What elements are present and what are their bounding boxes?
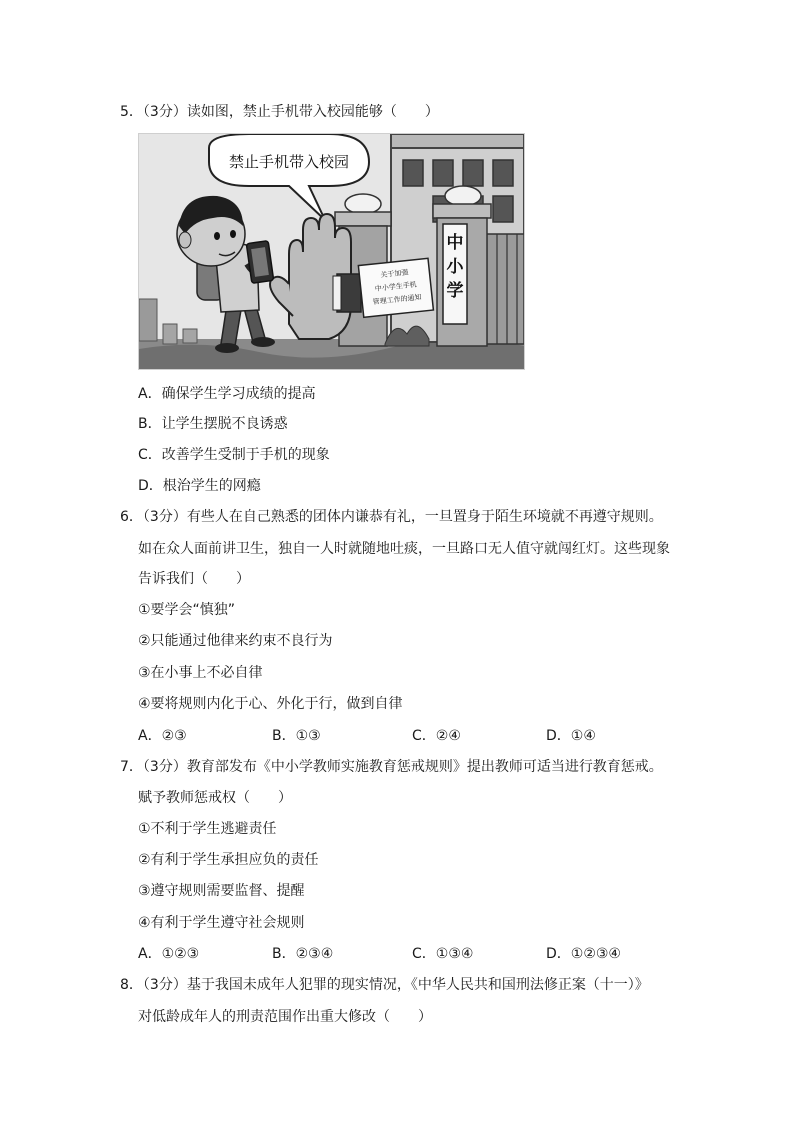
school-sign-char-3: 学 <box>446 281 464 301</box>
q7-choice-b[interactable]: B．②③④ <box>272 946 334 962</box>
q6-statement-4: ④要将规则内化于心、外化于行，做到自律 <box>138 696 403 712</box>
q6-statement-3: ③在小事上不必自律 <box>138 665 263 681</box>
q6-choice-d[interactable]: D．①④ <box>546 728 596 744</box>
q7-statement-3: ③遵守规则需要监督、提醒 <box>138 883 305 899</box>
q5-option-d[interactable]: D．根治学生的网瘾 <box>138 478 261 494</box>
q7-statement-4: ④有利于学生遵守社会规则 <box>138 915 305 931</box>
q6-statement-1: ①要学会“慎独” <box>138 602 236 618</box>
q7-choice-d[interactable]: D．①②③④ <box>546 946 621 962</box>
q6-choice-c[interactable]: C．②④ <box>412 728 461 744</box>
q7-stem-line-1: 7．（3分）教育部发布《中小学教师实施教育惩戒规则》提出教师可适当进行教育惩戒。 <box>120 759 663 775</box>
q6-stem-line-2: 如在众人面前讲卫生，独自一人时就随地吐痰，一旦路口无人值守就闯红灯。这些现象 <box>138 541 670 557</box>
q5-cartoon-figure <box>138 133 525 370</box>
q7-statement-1: ①不利于学生逃避责任 <box>138 821 277 837</box>
notice-line-3: 管理工作的通知 <box>372 293 422 307</box>
q8-stem-line-1: 8．（3分）基于我国未成年人犯罪的现实情况，《中华人民共和国刑法修正案（十一）》 <box>120 977 649 993</box>
notice-line-1: 关于加强 <box>380 268 409 280</box>
speech-bubble-text: 禁止手机带入校园 <box>228 153 350 171</box>
q5-option-c[interactable]: C．改善学生受制于手机的现象 <box>138 447 330 463</box>
q8-stem-line-2: 对低龄成年人的刑责范围作出重大修改（ ） <box>138 1009 432 1025</box>
school-sign-char-2: 小 <box>446 257 464 277</box>
q7-choice-c[interactable]: C．①③④ <box>412 946 474 962</box>
q7-choice-a[interactable]: A．①②③ <box>138 946 200 962</box>
q7-statement-2: ②有利于学生承担应负的责任 <box>138 852 319 868</box>
q5-stem: 5．（3分）读如图，禁止手机带入校园能够（ ） <box>120 104 439 120</box>
q6-statement-2: ②只能通过他律来约束不良行为 <box>138 633 333 649</box>
q6-choice-a[interactable]: A．②③ <box>138 728 187 744</box>
q6-stem-line-1: 6．（3分）有些人在自己熟悉的团体内谦恭有礼，一旦置身于陌生环境就不再遵守规则。 <box>120 509 663 525</box>
q6-stem-line-3: 告诉我们（ ） <box>138 571 250 587</box>
q7-stem-line-2: 赋予教师惩戒权（ ） <box>138 790 292 806</box>
q6-choice-b[interactable]: B．①③ <box>272 728 321 744</box>
notice-line-2: 中小学生手机 <box>374 280 418 293</box>
q5-option-b[interactable]: B．让学生摆脱不良诱惑 <box>138 416 288 432</box>
q5-option-a[interactable]: A．确保学生学习成绩的提高 <box>138 386 316 402</box>
school-sign-char-1: 中 <box>446 233 464 253</box>
